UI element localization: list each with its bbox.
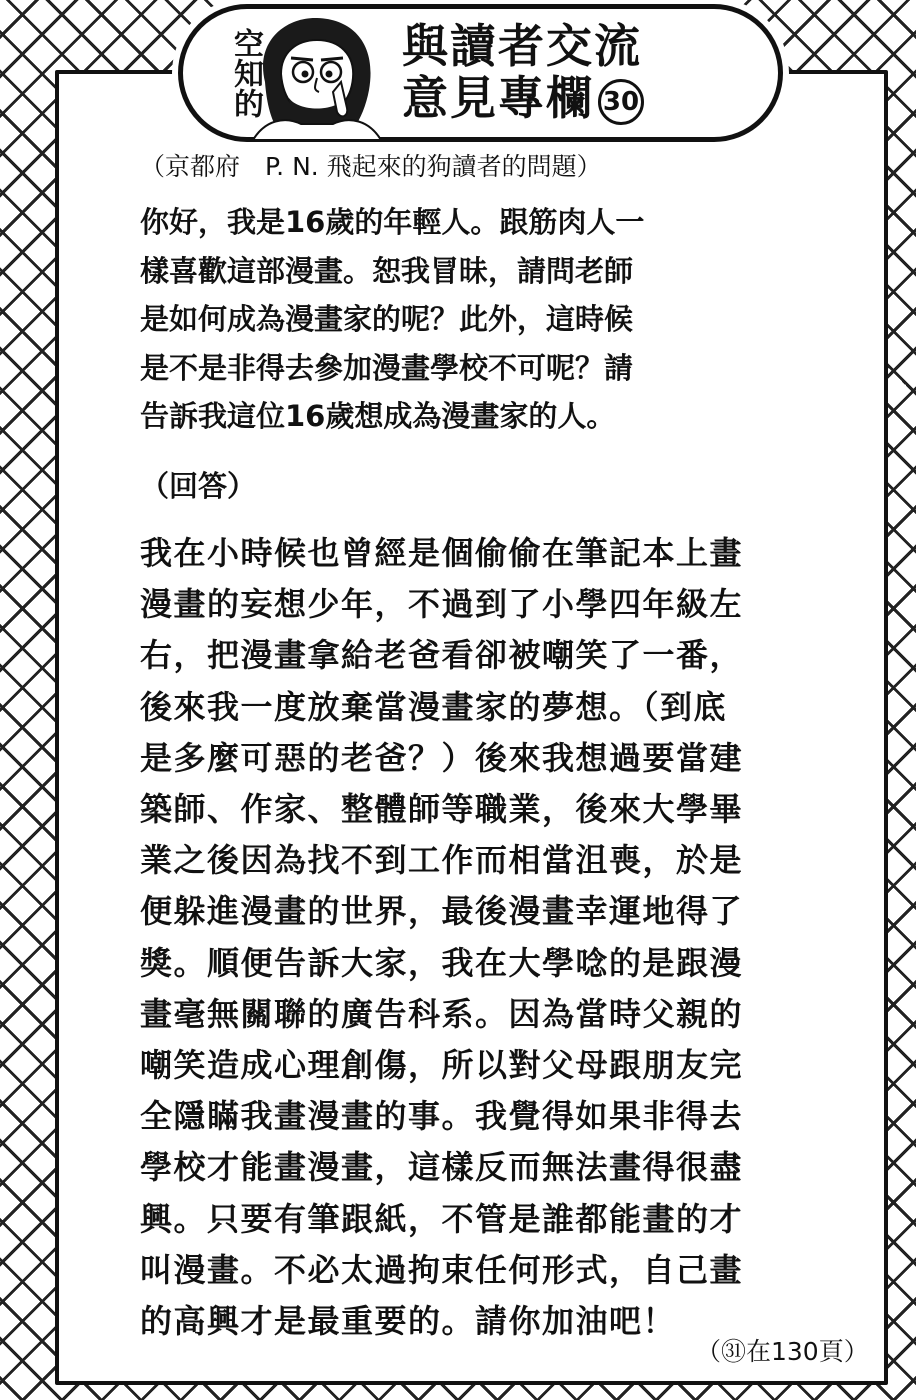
question-line: 你好，我是16歲的年輕人。跟筋肉人一 xyxy=(140,205,645,239)
question-line: 是如何成為漫畫家的呢？此外，這時候 xyxy=(140,302,634,336)
answer-line: 業之後因為找不到工作而相當沮喪，於是 xyxy=(140,841,744,880)
answer-line: 興。只要有筆跟紙，不管是誰都能畫的才 xyxy=(140,1199,744,1238)
column-title-line-2 xyxy=(402,72,742,125)
question-line: 是不是非得去參加漫畫學校不可呢？請 xyxy=(140,350,634,385)
answer-line: 是多麼可惡的老爸？）後來我想過要當建 xyxy=(140,738,744,777)
answer-line: 叫漫畫。不必太過拘束任何形式，自己畫 xyxy=(140,1250,744,1289)
answer-line: 全隱瞞我畫漫畫的事。我覺得如果非得去 xyxy=(140,1097,744,1136)
question-line: 告訴我這位16歲想成為漫畫家的人。 xyxy=(140,399,616,433)
answer-line: 我在小時候也曾經是個偷偷在筆記本上畫 xyxy=(140,534,744,572)
answer-line: 築師、作家、整體師等職業，後來大學畢 xyxy=(140,790,744,829)
question-body xyxy=(140,198,760,441)
author-side-label: 空知的 xyxy=(228,28,263,118)
column-title-line-1: 與讀者交流 xyxy=(402,19,642,73)
question-line: 樣喜歡這部漫畫。恕我冒昧，請問老師 xyxy=(140,253,634,288)
issue-number-badge: 30 xyxy=(598,79,644,125)
answer-body xyxy=(140,528,800,1347)
column-title xyxy=(402,20,742,125)
answer-line: 後來我一度放棄當漫畫家的夢想。（到底 xyxy=(140,687,728,726)
answer-line: 右，把漫畫拿給老爸看卻被嘲笑了一番， xyxy=(140,636,744,675)
answer-line: 的高興才是最重要的。請你加油吧！ xyxy=(140,1302,677,1341)
continuation-note: （㉛在130頁） xyxy=(696,1337,869,1366)
column-title-line-2-text: 意見專欄 xyxy=(402,71,594,125)
answer-line: 畫毫無關聯的廣告科系。因為當時父親的 xyxy=(140,994,744,1033)
answer-line: 獎。順便告訴大家，我在大學唸的是跟漫 xyxy=(140,943,744,982)
question-source: （京都府 P. N. 飛起來的狗讀者的問題） xyxy=(140,152,602,181)
answer-line: 漫畫的妄想少年，不過到了小學四年級左 xyxy=(140,585,744,624)
answer-line: 嘲笑造成心理創傷，所以對父母跟朋友完 xyxy=(140,1046,744,1085)
answer-heading: （回答） xyxy=(140,469,257,503)
answer-line: 便躲進漫畫的世界，最後漫畫幸運地得了 xyxy=(140,892,744,931)
author-mascot-icon xyxy=(245,12,385,140)
answer-line: 學校才能畫漫畫，這樣反而無法畫得很盡 xyxy=(140,1148,744,1187)
